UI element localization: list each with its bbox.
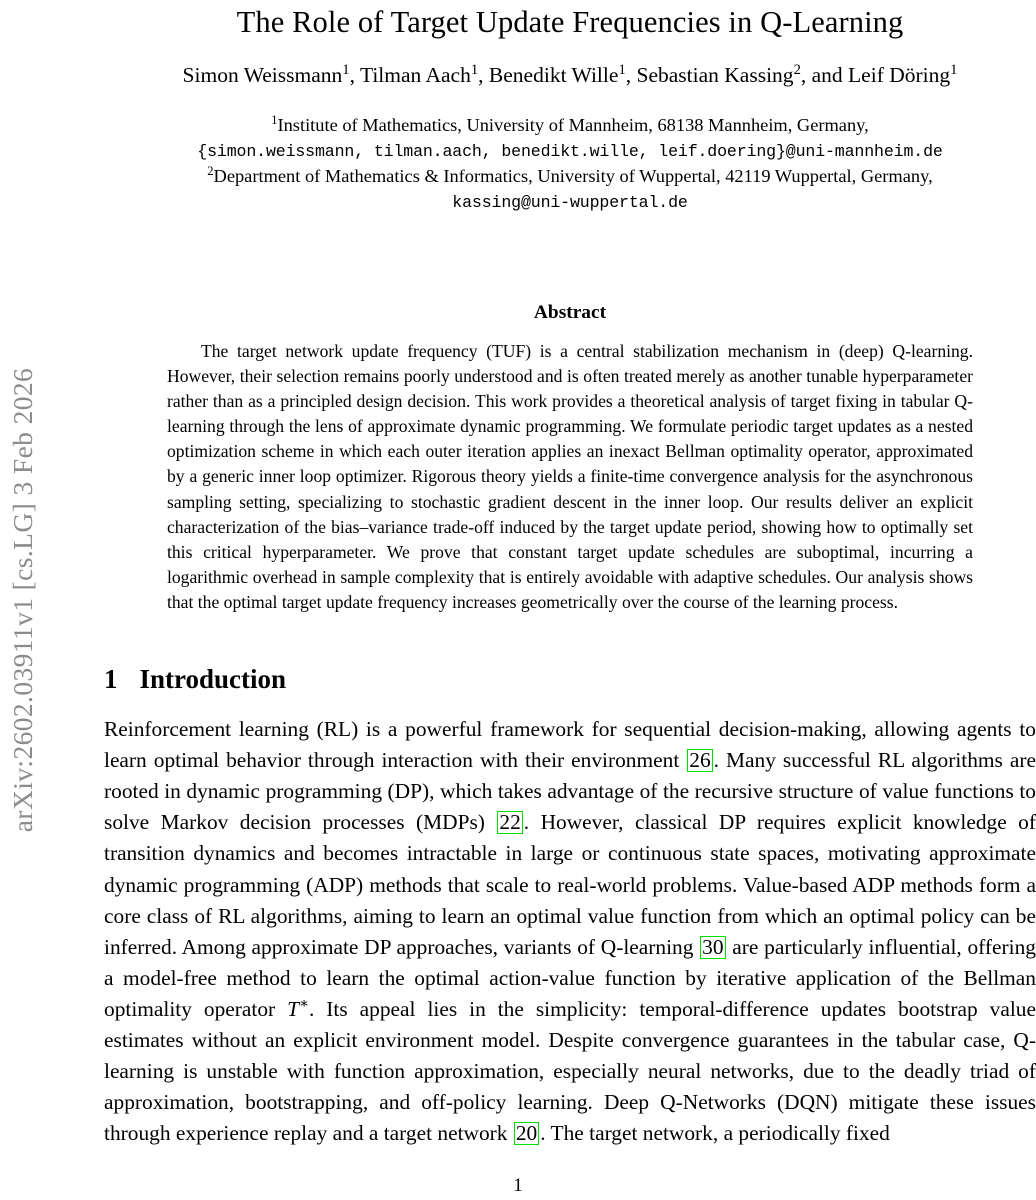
author-4-affiliation-marker: 2 xyxy=(793,61,801,78)
affiliation-2 xyxy=(104,164,1036,190)
author-3-name: , Benedikt Wille xyxy=(478,63,619,87)
affiliation-1-email: {simon.weissmann, tilman.aach, benedikt.wille, leif.doering}@uni-mannheim.de xyxy=(197,141,943,161)
section-title: Introduction xyxy=(139,664,287,695)
author-1-name: Simon Weissmann xyxy=(182,63,343,87)
author-list xyxy=(104,60,1036,90)
affiliation-2-marker: 2 xyxy=(207,163,214,178)
affiliation-2-text: Department of Mathematics & Informatics, University of Wuppertal, 42119 Wuppertal, Germany, xyxy=(213,166,933,186)
author-5-affiliation-marker: 1 xyxy=(950,61,958,78)
intro-text-4: are particularly influential, offering a model-free method to learn the optimal action-value function by iterative application of the Bellman optimality operator xyxy=(104,934,1036,1021)
author-2-affiliation-marker: 1 xyxy=(470,61,479,78)
arxiv-stamp-text: arXiv:2602.03911v1 [cs.LG] 3 Feb 2026 xyxy=(7,367,38,833)
page-number: 1 xyxy=(513,1175,523,1196)
intro-text-2: . Many successful RL algorithms are rooted in dynamic programming (DP), which takes advantage of the recursive structure of value functions to solve Markov decision processes (MDPs) xyxy=(104,748,1036,835)
affiliation-2-email: kassing@uni-wuppertal.de xyxy=(452,192,688,212)
affiliation-1 xyxy=(104,113,1036,139)
section-heading-introduction xyxy=(104,661,1036,697)
citation-link-30[interactable]: 30 xyxy=(702,934,724,959)
author-2-name: , Tilman Aach xyxy=(349,63,471,87)
intro-text-1: Reinforcement learning (RL) is a powerful framework for sequential decision-making, allowing agents to learn optimal behavior through interaction with their environment xyxy=(104,717,1036,773)
paper-page xyxy=(104,0,1036,1200)
math-operator-T: T xyxy=(287,996,300,1021)
introduction-paragraph xyxy=(104,714,1036,1149)
affiliation-1-text: Institute of Mathematics, University of Mannheim, 68138 Mannheim, Germany, xyxy=(277,115,869,135)
author-1-affiliation-marker: 1 xyxy=(342,61,350,78)
citation-link-22[interactable]: 22 xyxy=(499,810,521,835)
intro-text-3: . However, classical DP requires explicit knowledge of transition dynamics and becomes intractable in large or continuous state spaces, motivating approximate dynamic programming (ADP) methods that scale to real-world problems. Value-based ADP methods form a core class of RL algorithms, aiming to learn an optimal value function from which an optimal policy can be inferred. Among approximate DP approaches, variants of Q-learning xyxy=(104,810,1036,959)
intro-text-5: . Its appeal lies in the simplicity: temporal-difference updates bootstrap value estimates without an explicit environment model. Despite convergence guarantees in the tabular case, Q-learning is unstable with function approximation, especially neural networks, due to the deadly triad of approximation, bootstrapping, and off-policy learning. Deep Q-Networks (DQN) mitigate these issues through experience replay and a target network xyxy=(104,996,1036,1146)
author-5-name: , and Leif Döring xyxy=(800,63,951,87)
abstract-heading: Abstract xyxy=(533,302,607,323)
intro-text-6: . The target network, a periodically fixed xyxy=(540,1121,890,1146)
citation-link-20[interactable]: 20 xyxy=(515,1121,538,1146)
math-operator-T-star: ∗ xyxy=(299,995,309,1012)
author-3-affiliation-marker: 1 xyxy=(618,61,626,78)
arxiv-stamp xyxy=(0,0,46,1200)
affiliation-1-marker: 1 xyxy=(271,112,278,127)
affiliation-block xyxy=(104,113,1036,215)
abstract-body: The target network update frequency (TUF) is a central stabilization mechanism in (deep) Q-learning. However, their selection remains poorly understood and is often treated merely as another tunable hyperparameter rather than as a principled design decision. This work provides a theoretical analysis of target fixing in tabular Q-learning through the lens of approximate dynamic programming. We formulate periodic target updates as a nested optimization scheme in which each outer iteration applies an inexact Bellman optimality operator, approximated by a generic inner loop optimizer. Rigorous theory yields a finite-time convergence analysis for the asynchronous sampling setting, specializing to stochastic gradient descent in the inner loop. Our results deliver an explicit characterization of the bias–variance trade-off induced by the target update period, showing how to optimally set this critical hyperparameter. We prove that constant target update schedules are suboptimal, incurring a logarithmic overhead in sample complexity that is entirely avoidable with adaptive schedules. Our analysis shows that the optimal target update frequency increases geometrically over the course of the learning process. xyxy=(167,341,973,612)
page-title: The Role of Target Update Frequencies in Q-Learning xyxy=(236,5,904,39)
citation-link-26[interactable]: 26 xyxy=(689,748,711,773)
author-4-name: , Sebastian Kassing xyxy=(625,63,794,87)
abstract-section xyxy=(104,301,1036,615)
section-number: 1 xyxy=(104,664,118,695)
